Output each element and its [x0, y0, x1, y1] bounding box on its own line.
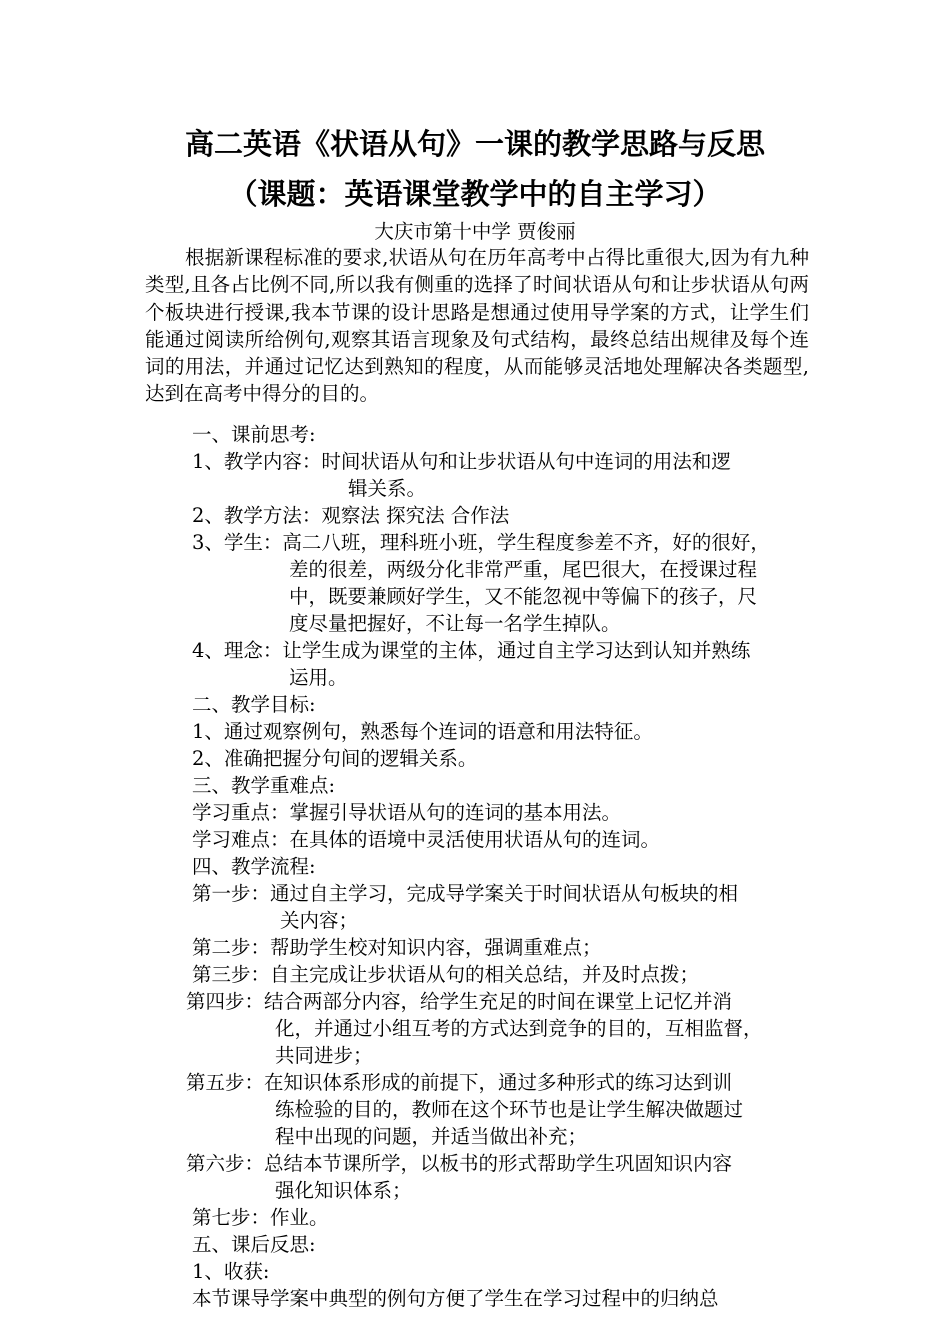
section-heading-pre-class: 一、课前思考:: [192, 423, 316, 446]
list-item-step-4: 第四步：结合两部分内容，给学生充足的时间在课堂上记忆并消: [186, 990, 733, 1013]
list-item-objective-1: 1、通过观察例句，熟悉每个连词的语意和用法特征。: [192, 720, 653, 743]
list-item-teaching-content-cont: 辑关系。: [348, 477, 427, 500]
list-item-students: 3、学生：高二八班，理科班小班，学生程度参差不齐，好的很好，: [192, 531, 770, 554]
list-item-step-5-cont-1: 练检验的目的，教师在这个环节也是让学生解决做题过: [275, 1098, 744, 1121]
list-item-key-point: 学习重点：掌握引导状语从句的连词的基本用法。: [192, 801, 622, 824]
list-item-difficult-point: 学习难点：在具体的语境中灵活使用状语从句的连词。: [192, 828, 661, 851]
section-heading-key-points: 三、教学重难点:: [192, 774, 336, 797]
list-item-step-4-cont-2: 共同进步；: [275, 1044, 373, 1067]
list-item-students-cont-3: 度尽量把握好，不让每一名学生掉队。: [289, 612, 621, 635]
list-item-step-1: 第一步：通过自主学习，完成导学案关于时间状语从句板块的相: [192, 882, 739, 905]
list-item-step-5-cont-2: 程中出现的问题，并适当做出补充；: [275, 1125, 588, 1148]
list-item-step-2: 第二步：帮助学生校对知识内容，强调重难点；: [192, 936, 602, 959]
list-item-philosophy-cont: 运用。: [289, 666, 348, 689]
list-item-step-3: 第三步：自主完成让步状语从句的相关总结，并及时点拨；: [192, 963, 700, 986]
section-heading-reflection: 五、课后反思:: [192, 1233, 316, 1256]
document-title: 高二英语《状语从句》一课的教学思路与反思: [184, 127, 765, 161]
section-heading-objectives: 二、教学目标:: [192, 693, 316, 716]
list-item-objective-2: 2、准确把握分句间的逻辑关系。: [192, 747, 478, 770]
list-item-step-5: 第五步：在知识体系形成的前提下，通过多种形式的练习达到训: [186, 1071, 733, 1094]
list-item-philosophy: 4、理念：让学生成为课堂的主体，通过自主学习达到认知并熟练: [192, 639, 751, 662]
document-subtitle: （课题：英语课堂教学中的自主学习）: [228, 177, 722, 211]
reflection-paragraph: 本节课导学案中典型的例句方便了学生在学习过程中的归纳总: [192, 1287, 719, 1310]
author-line: 大庆市第十中学 贾俊丽: [374, 220, 576, 243]
list-item-step-6-cont: 强化知识体系；: [275, 1179, 412, 1202]
list-item-step-4-cont-1: 化，并通过小组互考的方式达到竞争的目的，互相监督，: [275, 1017, 763, 1040]
intro-paragraph: 根据新课程标准的要求,状语从句在历年高考中占得比重很大,因为有九种类型,且各占比例不同,所以我有侧重的选择了时间状语从句和让步状语从句两个板块进行授课,我本节课的设计思路是想通过使用导学案的方式，让学生们能通过阅读所给例句,观察其语言现象及句式结构，最终总结出规律及每个连词的用法，并通过记忆达到熟知的程度，从而能够灵活地处理解决各类题型,达到在高考中得分的目的。: [145, 246, 809, 406]
list-item-step-6: 第六步：总结本节课所学，以板书的形式帮助学生巩固知识内容: [186, 1152, 733, 1175]
list-item-step-1-cont: 关内容；: [280, 909, 359, 932]
list-item-teaching-method: 2、教学方法：观察法 探究法 合作法: [192, 504, 510, 527]
list-item-teaching-content: 1、教学内容：时间状语从句和让步状语从句中连词的用法和逻: [192, 450, 731, 473]
section-heading-procedure: 四、教学流程:: [192, 855, 316, 878]
list-item-students-cont-2: 中，既要兼顾好学生，又不能忽视中等偏下的孩子，尺: [289, 585, 758, 608]
list-item-gains: 1、收获:: [192, 1260, 270, 1283]
list-item-students-cont-1: 差的很差，两级分化非常严重，尾巴很大，在授课过程: [289, 558, 758, 581]
list-item-step-7: 第七步：作业。: [192, 1206, 329, 1229]
